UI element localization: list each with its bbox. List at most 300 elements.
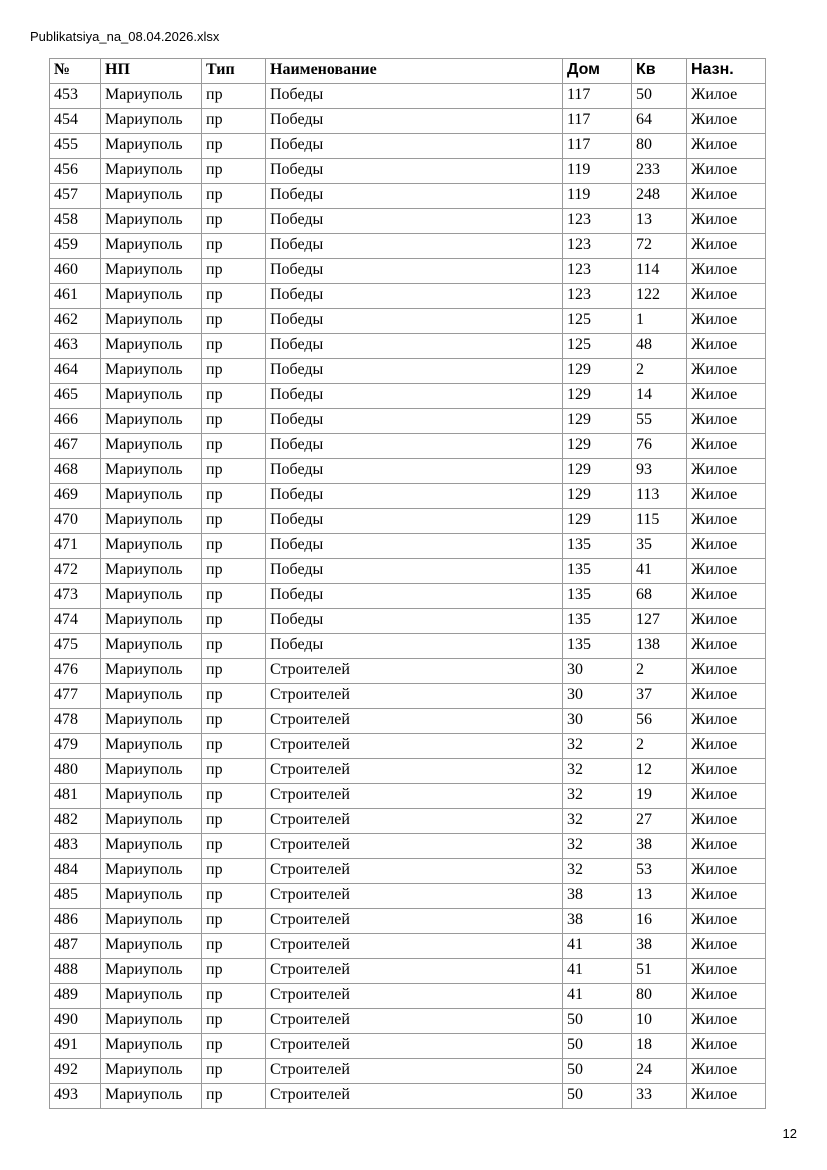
table-row: [50, 434, 766, 459]
cell-type: пр: [202, 534, 266, 559]
cell-purpose: Жилое: [687, 709, 766, 734]
cell-number: 454: [50, 109, 101, 134]
cell-house: 129: [563, 434, 632, 459]
cell-name: Строителей: [266, 659, 563, 684]
cell-apartment: 27: [632, 809, 687, 834]
cell-purpose: Жилое: [687, 159, 766, 184]
cell-purpose: Жилое: [687, 909, 766, 934]
cell-purpose: Жилое: [687, 784, 766, 809]
table-row: [50, 634, 766, 659]
cell-settlement: Мариуполь: [101, 259, 202, 284]
cell-purpose: Жилое: [687, 1059, 766, 1084]
cell-number: 461: [50, 284, 101, 309]
table-row: [50, 384, 766, 409]
page-number: 12: [782, 1126, 797, 1141]
table-row: [50, 1009, 766, 1034]
cell-purpose: Жилое: [687, 1034, 766, 1059]
table-header-row: [50, 59, 766, 84]
cell-house: 129: [563, 384, 632, 409]
cell-settlement: Мариуполь: [101, 1034, 202, 1059]
cell-type: пр: [202, 1034, 266, 1059]
cell-name: Победы: [266, 184, 563, 209]
table-row: [50, 809, 766, 834]
cell-apartment: 55: [632, 409, 687, 434]
cell-settlement: Мариуполь: [101, 309, 202, 334]
cell-apartment: 80: [632, 134, 687, 159]
cell-number: 477: [50, 684, 101, 709]
cell-settlement: Мариуполь: [101, 159, 202, 184]
cell-apartment: 37: [632, 684, 687, 709]
cell-purpose: Жилое: [687, 584, 766, 609]
cell-number: 482: [50, 809, 101, 834]
cell-number: 471: [50, 534, 101, 559]
cell-name: Победы: [266, 384, 563, 409]
cell-house: 129: [563, 484, 632, 509]
cell-house: 125: [563, 334, 632, 359]
cell-apartment: 233: [632, 159, 687, 184]
cell-house: 123: [563, 209, 632, 234]
cell-settlement: Мариуполь: [101, 709, 202, 734]
cell-settlement: Мариуполь: [101, 634, 202, 659]
cell-number: 473: [50, 584, 101, 609]
cell-type: пр: [202, 309, 266, 334]
cell-type: пр: [202, 934, 266, 959]
cell-apartment: 38: [632, 934, 687, 959]
cell-apartment: 13: [632, 209, 687, 234]
cell-name: Строителей: [266, 884, 563, 909]
table-row: [50, 709, 766, 734]
cell-house: 30: [563, 709, 632, 734]
table-row: [50, 209, 766, 234]
cell-purpose: Жилое: [687, 184, 766, 209]
cell-name: Победы: [266, 134, 563, 159]
cell-type: пр: [202, 959, 266, 984]
cell-purpose: Жилое: [687, 959, 766, 984]
cell-purpose: Жилое: [687, 1084, 766, 1109]
table-row: [50, 759, 766, 784]
cell-type: пр: [202, 584, 266, 609]
cell-apartment: 10: [632, 1009, 687, 1034]
column-header-apartment: Кв: [632, 59, 687, 84]
cell-settlement: Мариуполь: [101, 534, 202, 559]
cell-settlement: Мариуполь: [101, 934, 202, 959]
cell-settlement: Мариуполь: [101, 359, 202, 384]
cell-number: 487: [50, 934, 101, 959]
cell-type: пр: [202, 109, 266, 134]
cell-settlement: Мариуполь: [101, 784, 202, 809]
cell-number: 484: [50, 859, 101, 884]
cell-number: 453: [50, 84, 101, 109]
table-row: [50, 284, 766, 309]
cell-name: Строителей: [266, 934, 563, 959]
column-header-settlement: НП: [101, 59, 202, 84]
cell-settlement: Мариуполь: [101, 1084, 202, 1109]
cell-house: 135: [563, 559, 632, 584]
table-body: [50, 84, 766, 1109]
cell-house: 125: [563, 309, 632, 334]
cell-settlement: Мариуполь: [101, 84, 202, 109]
cell-settlement: Мариуполь: [101, 484, 202, 509]
column-header-purpose: Назн.: [687, 59, 766, 84]
table-row: [50, 784, 766, 809]
cell-settlement: Мариуполь: [101, 284, 202, 309]
cell-type: пр: [202, 159, 266, 184]
cell-house: 129: [563, 459, 632, 484]
cell-type: пр: [202, 709, 266, 734]
cell-apartment: 51: [632, 959, 687, 984]
cell-house: 123: [563, 284, 632, 309]
table-row: [50, 834, 766, 859]
records-table: [49, 58, 766, 1109]
cell-number: 460: [50, 259, 101, 284]
table-row: [50, 334, 766, 359]
cell-type: пр: [202, 184, 266, 209]
cell-type: пр: [202, 909, 266, 934]
cell-apartment: 122: [632, 284, 687, 309]
cell-number: 457: [50, 184, 101, 209]
cell-number: 463: [50, 334, 101, 359]
cell-apartment: 68: [632, 584, 687, 609]
cell-purpose: Жилое: [687, 359, 766, 384]
cell-purpose: Жилое: [687, 884, 766, 909]
cell-number: 480: [50, 759, 101, 784]
table-row: [50, 559, 766, 584]
cell-house: 117: [563, 84, 632, 109]
cell-name: Строителей: [266, 1034, 563, 1059]
cell-type: пр: [202, 434, 266, 459]
cell-number: 459: [50, 234, 101, 259]
cell-type: пр: [202, 409, 266, 434]
cell-purpose: Жилое: [687, 384, 766, 409]
cell-name: Строителей: [266, 709, 563, 734]
cell-name: Победы: [266, 534, 563, 559]
cell-purpose: Жилое: [687, 84, 766, 109]
cell-type: пр: [202, 884, 266, 909]
cell-name: Строителей: [266, 834, 563, 859]
cell-purpose: Жилое: [687, 734, 766, 759]
cell-apartment: 76: [632, 434, 687, 459]
cell-type: пр: [202, 834, 266, 859]
cell-settlement: Мариуполь: [101, 559, 202, 584]
cell-apartment: 93: [632, 459, 687, 484]
cell-apartment: 80: [632, 984, 687, 1009]
cell-name: Победы: [266, 84, 563, 109]
cell-settlement: Мариуполь: [101, 209, 202, 234]
cell-number: 478: [50, 709, 101, 734]
cell-settlement: Мариуполь: [101, 334, 202, 359]
cell-house: 32: [563, 834, 632, 859]
cell-number: 472: [50, 559, 101, 584]
cell-type: пр: [202, 384, 266, 409]
cell-number: 491: [50, 1034, 101, 1059]
cell-name: Победы: [266, 109, 563, 134]
cell-house: 119: [563, 184, 632, 209]
cell-house: 135: [563, 634, 632, 659]
cell-purpose: Жилое: [687, 609, 766, 634]
cell-settlement: Мариуполь: [101, 834, 202, 859]
column-header-type: Тип: [202, 59, 266, 84]
cell-type: пр: [202, 359, 266, 384]
cell-purpose: Жилое: [687, 684, 766, 709]
cell-name: Строителей: [266, 784, 563, 809]
cell-house: 38: [563, 909, 632, 934]
cell-purpose: Жилое: [687, 559, 766, 584]
cell-name: Победы: [266, 434, 563, 459]
cell-apartment: 138: [632, 634, 687, 659]
table-row: [50, 1034, 766, 1059]
cell-settlement: Мариуполь: [101, 584, 202, 609]
cell-type: пр: [202, 659, 266, 684]
cell-name: Победы: [266, 484, 563, 509]
cell-type: пр: [202, 334, 266, 359]
cell-purpose: Жилое: [687, 484, 766, 509]
table-row: [50, 159, 766, 184]
cell-purpose: Жилое: [687, 409, 766, 434]
cell-house: 32: [563, 759, 632, 784]
cell-settlement: Мариуполь: [101, 659, 202, 684]
cell-type: пр: [202, 509, 266, 534]
cell-purpose: Жилое: [687, 634, 766, 659]
cell-apartment: 248: [632, 184, 687, 209]
cell-purpose: Жилое: [687, 984, 766, 1009]
cell-house: 41: [563, 984, 632, 1009]
cell-house: 50: [563, 1034, 632, 1059]
cell-house: 41: [563, 934, 632, 959]
table-row: [50, 984, 766, 1009]
cell-name: Строителей: [266, 909, 563, 934]
table-row: [50, 934, 766, 959]
cell-name: Строителей: [266, 859, 563, 884]
cell-type: пр: [202, 84, 266, 109]
cell-settlement: Мариуполь: [101, 984, 202, 1009]
cell-type: пр: [202, 559, 266, 584]
cell-house: 50: [563, 1059, 632, 1084]
cell-settlement: Мариуполь: [101, 1059, 202, 1084]
table-row: [50, 859, 766, 884]
cell-apartment: 16: [632, 909, 687, 934]
cell-type: пр: [202, 484, 266, 509]
table-row: [50, 1084, 766, 1109]
table-row: [50, 734, 766, 759]
column-header-name: Наименование: [266, 59, 563, 84]
cell-number: 492: [50, 1059, 101, 1084]
table-row: [50, 259, 766, 284]
cell-purpose: Жилое: [687, 109, 766, 134]
cell-settlement: Мариуполь: [101, 134, 202, 159]
cell-name: Победы: [266, 359, 563, 384]
cell-purpose: Жилое: [687, 259, 766, 284]
cell-apartment: 41: [632, 559, 687, 584]
cell-name: Строителей: [266, 759, 563, 784]
cell-number: 455: [50, 134, 101, 159]
cell-name: Строителей: [266, 959, 563, 984]
table-row: [50, 884, 766, 909]
cell-apartment: 2: [632, 659, 687, 684]
cell-name: Строителей: [266, 1059, 563, 1084]
cell-settlement: Мариуполь: [101, 909, 202, 934]
cell-name: Строителей: [266, 734, 563, 759]
cell-name: Победы: [266, 209, 563, 234]
cell-number: 479: [50, 734, 101, 759]
cell-number: 490: [50, 1009, 101, 1034]
cell-settlement: Мариуполь: [101, 684, 202, 709]
cell-settlement: Мариуполь: [101, 184, 202, 209]
cell-type: пр: [202, 634, 266, 659]
cell-number: 475: [50, 634, 101, 659]
cell-type: пр: [202, 1084, 266, 1109]
cell-purpose: Жилое: [687, 434, 766, 459]
column-header-house: Дом: [563, 59, 632, 84]
cell-apartment: 48: [632, 334, 687, 359]
table-row: [50, 409, 766, 434]
table-row: [50, 659, 766, 684]
table-row: [50, 109, 766, 134]
cell-number: 469: [50, 484, 101, 509]
cell-name: Победы: [266, 609, 563, 634]
table-row: [50, 684, 766, 709]
cell-number: 456: [50, 159, 101, 184]
cell-apartment: 113: [632, 484, 687, 509]
cell-settlement: Мариуполь: [101, 734, 202, 759]
cell-settlement: Мариуполь: [101, 459, 202, 484]
cell-house: 123: [563, 259, 632, 284]
cell-apartment: 114: [632, 259, 687, 284]
cell-number: 486: [50, 909, 101, 934]
cell-name: Победы: [266, 334, 563, 359]
cell-number: 467: [50, 434, 101, 459]
cell-name: Победы: [266, 559, 563, 584]
cell-number: 493: [50, 1084, 101, 1109]
table-row: [50, 959, 766, 984]
table-row: [50, 509, 766, 534]
cell-apartment: 53: [632, 859, 687, 884]
cell-house: 30: [563, 684, 632, 709]
cell-type: пр: [202, 684, 266, 709]
cell-name: Победы: [266, 309, 563, 334]
cell-house: 117: [563, 134, 632, 159]
cell-name: Победы: [266, 234, 563, 259]
cell-settlement: Мариуполь: [101, 884, 202, 909]
cell-name: Строителей: [266, 809, 563, 834]
cell-name: Строителей: [266, 984, 563, 1009]
cell-name: Победы: [266, 634, 563, 659]
cell-name: Строителей: [266, 1084, 563, 1109]
cell-settlement: Мариуполь: [101, 384, 202, 409]
cell-type: пр: [202, 209, 266, 234]
cell-name: Строителей: [266, 1009, 563, 1034]
cell-settlement: Мариуполь: [101, 1009, 202, 1034]
cell-type: пр: [202, 809, 266, 834]
cell-purpose: Жилое: [687, 284, 766, 309]
table-row: [50, 584, 766, 609]
cell-type: пр: [202, 284, 266, 309]
cell-number: 458: [50, 209, 101, 234]
cell-purpose: Жилое: [687, 459, 766, 484]
cell-apartment: 1: [632, 309, 687, 334]
cell-house: 135: [563, 584, 632, 609]
cell-number: 465: [50, 384, 101, 409]
cell-apartment: 13: [632, 884, 687, 909]
table-row: [50, 134, 766, 159]
cell-settlement: Мариуполь: [101, 809, 202, 834]
cell-house: 30: [563, 659, 632, 684]
cell-number: 464: [50, 359, 101, 384]
cell-type: пр: [202, 459, 266, 484]
cell-apartment: 115: [632, 509, 687, 534]
cell-number: 483: [50, 834, 101, 859]
table-row: [50, 909, 766, 934]
cell-apartment: 24: [632, 1059, 687, 1084]
cell-purpose: Жилое: [687, 809, 766, 834]
cell-type: пр: [202, 859, 266, 884]
cell-settlement: Мариуполь: [101, 609, 202, 634]
cell-apartment: 38: [632, 834, 687, 859]
cell-house: 119: [563, 159, 632, 184]
cell-purpose: Жилое: [687, 934, 766, 959]
table-row: [50, 1059, 766, 1084]
table-row: [50, 84, 766, 109]
cell-settlement: Мариуполь: [101, 234, 202, 259]
cell-purpose: Жилое: [687, 534, 766, 559]
cell-apartment: 2: [632, 734, 687, 759]
cell-name: Победы: [266, 409, 563, 434]
cell-purpose: Жилое: [687, 134, 766, 159]
cell-type: пр: [202, 784, 266, 809]
cell-number: 466: [50, 409, 101, 434]
table-row: [50, 309, 766, 334]
cell-purpose: Жилое: [687, 1009, 766, 1034]
cell-number: 485: [50, 884, 101, 909]
cell-name: Победы: [266, 584, 563, 609]
cell-house: 32: [563, 859, 632, 884]
cell-purpose: Жилое: [687, 509, 766, 534]
table-row: [50, 484, 766, 509]
cell-type: пр: [202, 734, 266, 759]
cell-apartment: 35: [632, 534, 687, 559]
cell-number: 489: [50, 984, 101, 1009]
cell-house: 117: [563, 109, 632, 134]
cell-purpose: Жилое: [687, 334, 766, 359]
cell-type: пр: [202, 259, 266, 284]
document-filename: Publikatsiya_na_08.04.2026.xlsx: [30, 29, 220, 44]
cell-house: 129: [563, 509, 632, 534]
cell-type: пр: [202, 759, 266, 784]
cell-settlement: Мариуполь: [101, 759, 202, 784]
cell-type: пр: [202, 134, 266, 159]
cell-house: 129: [563, 359, 632, 384]
cell-house: 41: [563, 959, 632, 984]
cell-name: Победы: [266, 509, 563, 534]
cell-number: 481: [50, 784, 101, 809]
table-row: [50, 234, 766, 259]
cell-apartment: 33: [632, 1084, 687, 1109]
cell-type: пр: [202, 1009, 266, 1034]
cell-number: 470: [50, 509, 101, 534]
cell-number: 488: [50, 959, 101, 984]
cell-house: 135: [563, 534, 632, 559]
cell-apartment: 50: [632, 84, 687, 109]
cell-purpose: Жилое: [687, 209, 766, 234]
cell-house: 135: [563, 609, 632, 634]
cell-name: Победы: [266, 159, 563, 184]
cell-house: 38: [563, 884, 632, 909]
cell-purpose: Жилое: [687, 309, 766, 334]
table-row: [50, 184, 766, 209]
cell-apartment: 14: [632, 384, 687, 409]
cell-type: пр: [202, 984, 266, 1009]
cell-house: 50: [563, 1009, 632, 1034]
cell-settlement: Мариуполь: [101, 859, 202, 884]
